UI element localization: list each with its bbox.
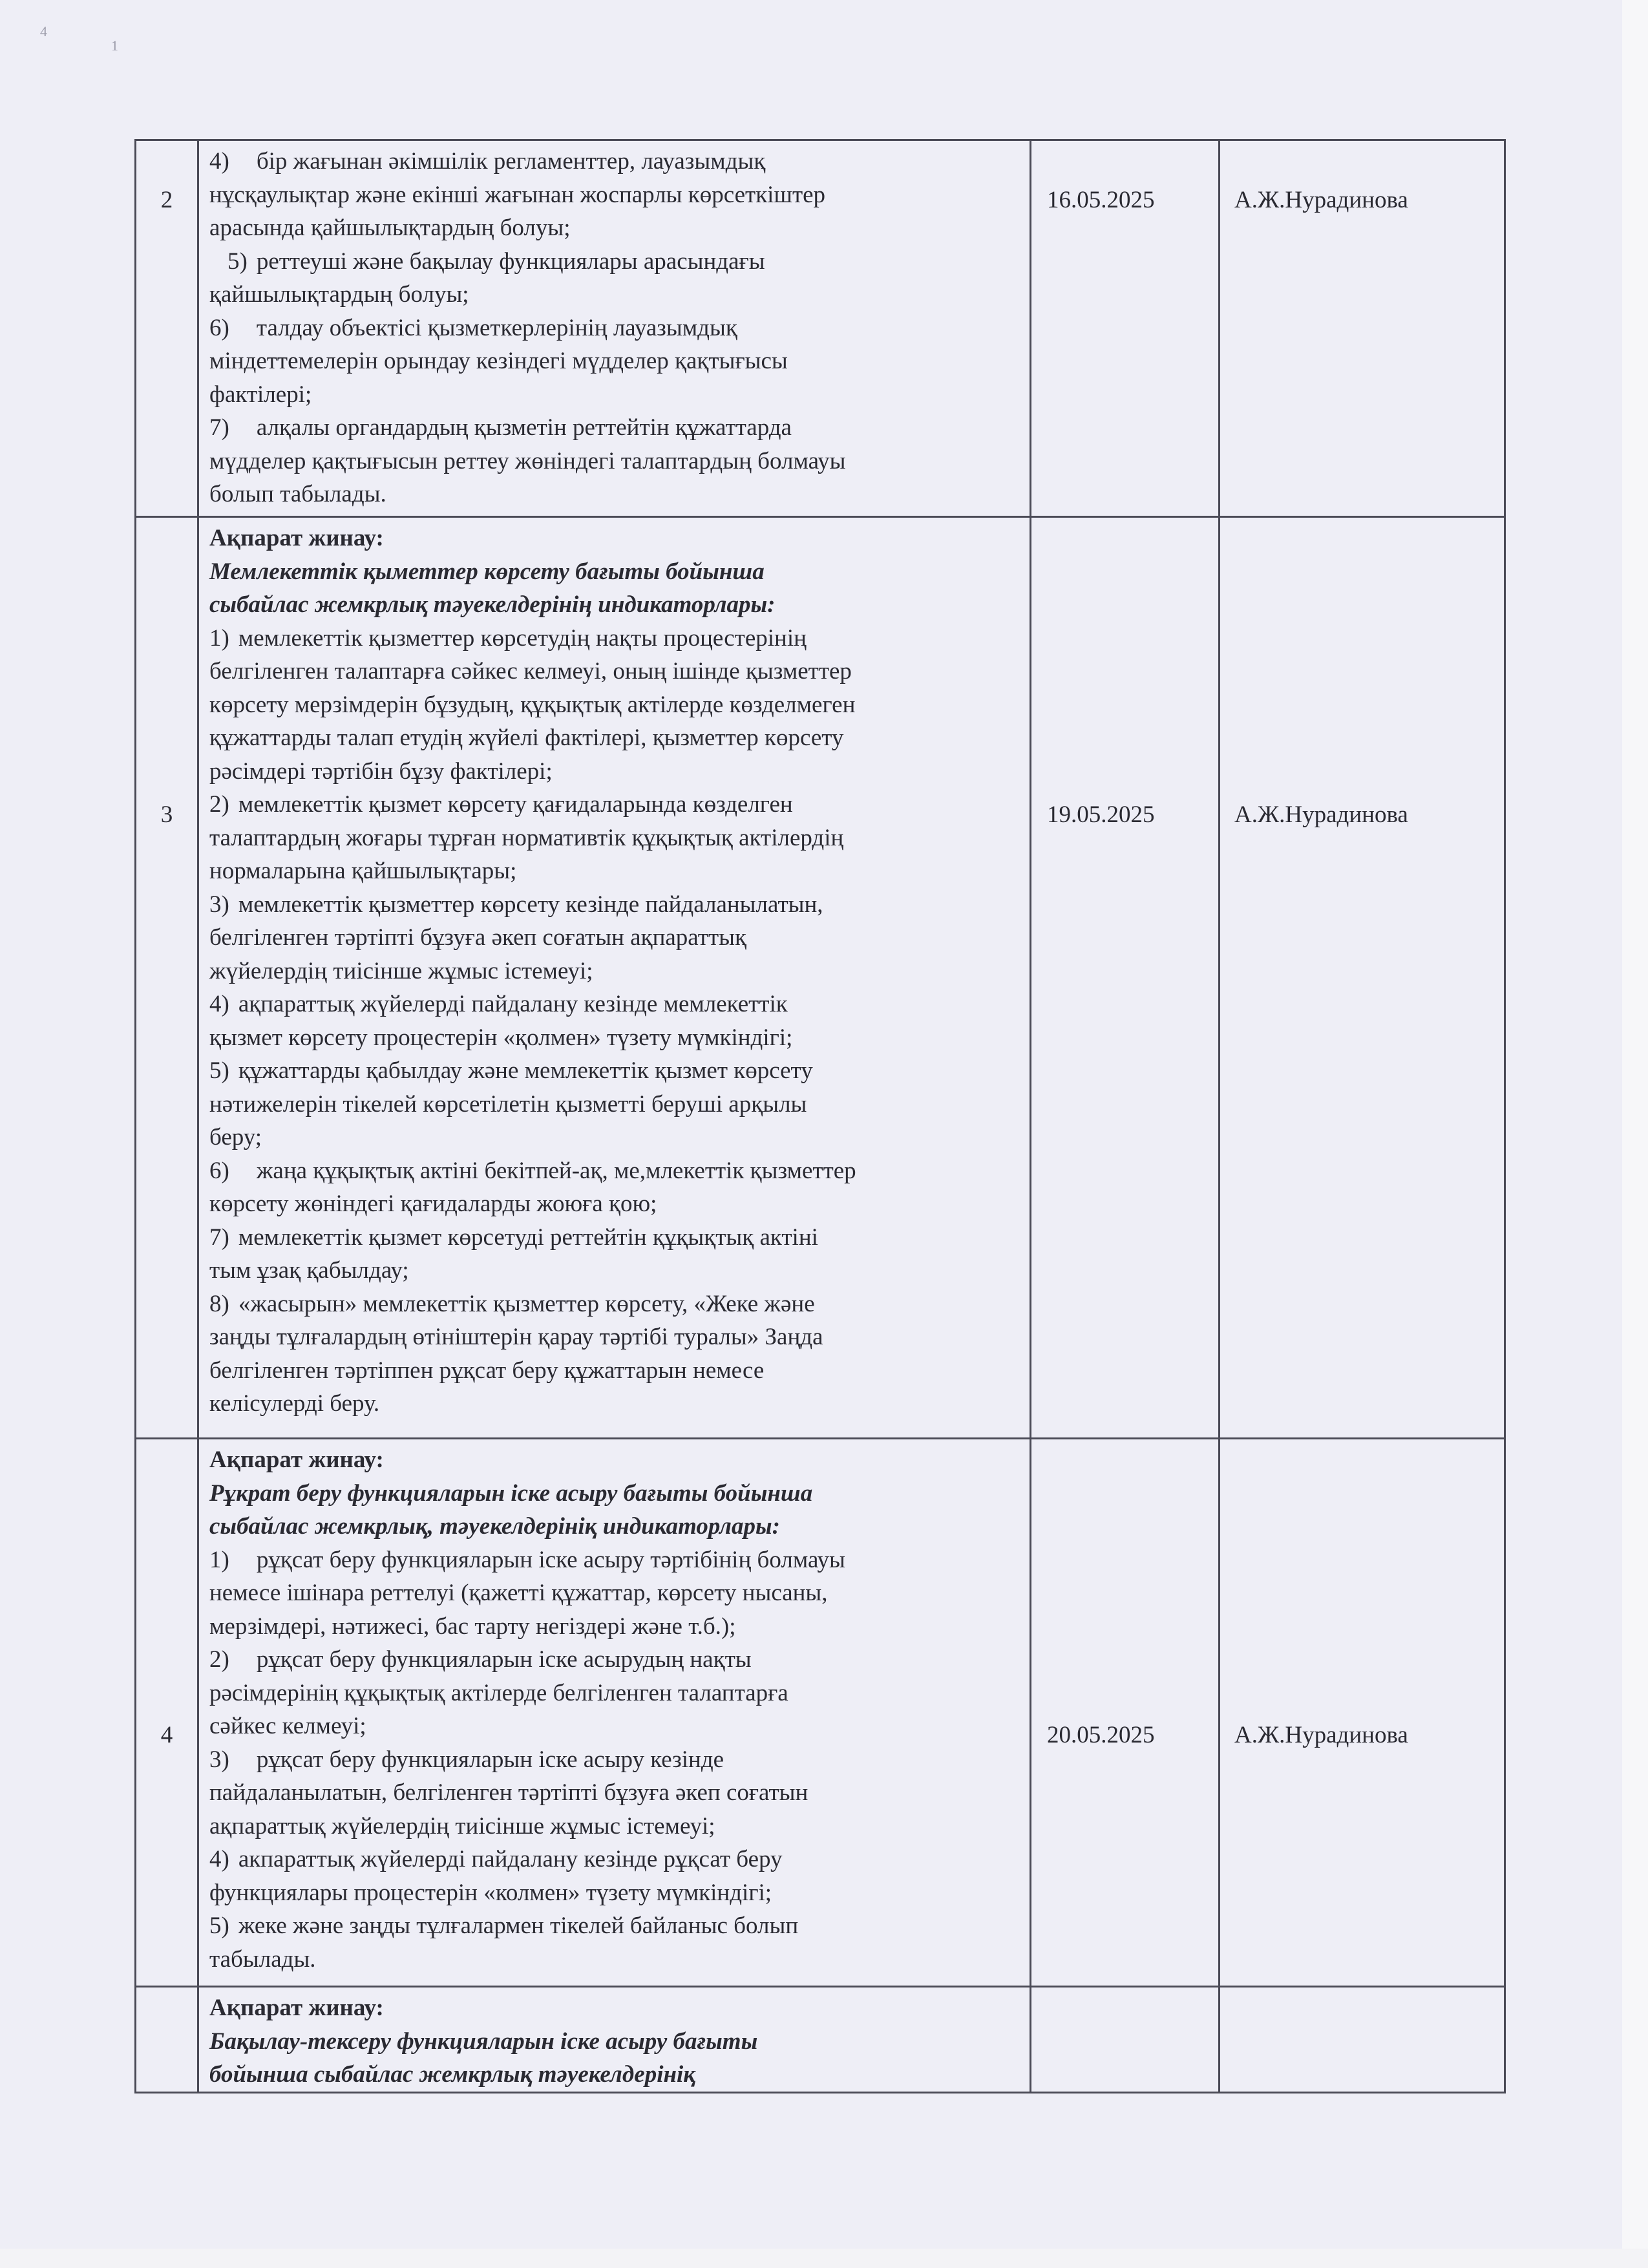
list-item-start (209, 1909, 1020, 1943)
list-text: рұқсат беру функцияларын іске асыру кезінде (256, 1746, 724, 1773)
list-text: алқалы органдардың қызметін реттейтін құжаттарда (256, 414, 792, 441)
list-text: функциялары процестерін «колмен» түзету мүмкіндігі; (209, 1879, 772, 1906)
list-item-start (209, 145, 1020, 178)
row-number: 3 (160, 801, 173, 828)
row-number: 2 (160, 187, 173, 213)
row-number-cell (136, 140, 198, 517)
list-item-continuation (209, 378, 1020, 412)
list-text: талаптардың жоғары тұрған нормативтік құқықтық актілердің (209, 824, 844, 851)
list-text: көрсету мерзімдерін бұзудың, құқықтық актілерде көзделмеген (209, 691, 856, 718)
list-marker: 4) (209, 1846, 229, 1872)
section-heading: Ақпарат жинау: (209, 1995, 384, 2021)
list-text: жеке және заңды тұлғалармен тікелей байланыс болып (238, 1913, 799, 1939)
date-cell (1031, 1439, 1220, 1987)
list-item-continuation (209, 821, 1020, 855)
section-heading: Ақпарат жинау: (209, 1447, 384, 1473)
list-text: рәсімдерінің құқықтық актілерде белгіленген талаптарға (209, 1679, 788, 1706)
list-item-start (209, 1288, 1020, 1321)
list-item-continuation (209, 344, 1020, 378)
list-item-start (209, 312, 1020, 345)
row-number-cell (136, 517, 198, 1439)
list-item-continuation (209, 1354, 1020, 1388)
responsible-cell (1220, 1987, 1505, 2093)
list-marker: 3) (209, 891, 229, 918)
section-subheading: Мемлекеттік қыметтер көрсету бағыты бойынша (209, 558, 765, 585)
responsible-person: А.Ж.Нурадинова (1234, 187, 1408, 213)
list-marker: 8) (209, 1290, 229, 1317)
list-text: фактілері; (209, 381, 312, 408)
list-item-continuation (209, 1943, 1020, 1977)
list-item-continuation (209, 1320, 1020, 1354)
list-text: құжаттарды қабылдау және мемлекеттік қызмет көрсету (238, 1057, 813, 1084)
list-item-start (209, 1643, 1020, 1677)
list-text: беру; (209, 1124, 262, 1150)
list-text: қызмет көрсету процестерін «қолмен» түзету мүмкіндігі; (209, 1024, 793, 1051)
list-item-start (209, 411, 1020, 445)
list-text: белгіленген тәртіпті бұзуға әкеп соғатын ақпараттық (209, 924, 746, 951)
list-text: жаңа құқықтық актіні бекітпей-ақ, ме,млекеттік қызметтер (256, 1157, 856, 1184)
list-text: ақпараттық жүйелердің тиісінше жұмыс істемеуі; (209, 1812, 715, 1839)
list-item-continuation (209, 655, 1020, 688)
responsible-cell (1220, 1439, 1505, 1987)
responsible-cell (1220, 517, 1505, 1439)
row-number-cell (136, 1987, 198, 2093)
list-text: рәсімдері тәртібін бұзу фактілері; (209, 758, 553, 785)
list-text: заңды тұлғалардың өтініштерін қарау тәртібі туралы» Заңда (209, 1324, 823, 1350)
list-item-continuation (209, 688, 1020, 722)
scan-bottom-edge (0, 2249, 1648, 2268)
list-text: мемлекеттік қызмет көрсету қағидаларында көзделген (238, 791, 793, 818)
table-row (136, 140, 1505, 517)
content-cell (198, 1439, 1031, 1987)
list-marker: 4) (209, 148, 229, 175)
responsible-cell (1220, 140, 1505, 517)
list-item-start (209, 622, 1020, 655)
list-item-continuation (209, 1810, 1020, 1843)
list-item-continuation (209, 854, 1020, 888)
list-text: рұқсат беру функцияларын іске асыру тәртібінің болмауы (256, 1546, 845, 1573)
section-subheading: Рұкрат беру функцияларын іске асыру бағыты бойынша (209, 1479, 813, 1507)
list-text: келісулерді беру. (209, 1390, 380, 1417)
list-marker: 5) (209, 1057, 229, 1084)
list-item-start (209, 1843, 1020, 1876)
list-text: жүйелердің тиісінше жұмыс істемеуі; (209, 957, 593, 984)
list-item-start (209, 1743, 1020, 1777)
list-item-start (209, 1543, 1020, 1577)
list-text: пайдаланылатын, белгіленген тәртіпті бұзуға әкеп соғатын (209, 1779, 808, 1806)
list-item-start (209, 1221, 1020, 1255)
section-subheading: бойынша сыбайлас жемкрлық тәуекелдерініқ (209, 2061, 696, 2088)
list-text: мерзімдері, нәтижесі, бас тарту негіздері және т.б.); (209, 1613, 736, 1640)
list-text: болып табылады. (209, 481, 386, 507)
list-item-continuation (209, 1776, 1020, 1810)
list-marker: 7) (209, 414, 229, 441)
list-marker: 3) (209, 1746, 229, 1773)
list-item-continuation (209, 1021, 1020, 1055)
list-item-continuation (209, 921, 1020, 955)
list-text: «жасырын» мемлекеттік қызметтер көрсету, «Жеке және (238, 1290, 815, 1317)
scan-mark: 1 (111, 37, 118, 54)
table-row (136, 1987, 1505, 2093)
list-marker: 2) (209, 791, 229, 818)
list-item-continuation (209, 1710, 1020, 1743)
list-item-continuation (209, 278, 1020, 312)
list-text: арасында қайшылықтардың болуы; (209, 215, 571, 241)
list-item-continuation (209, 1387, 1020, 1421)
list-text: рұқсат беру функцияларын іске асырудың нақты (256, 1646, 752, 1673)
list-item-continuation (209, 1876, 1020, 1910)
list-marker: 4) (209, 991, 229, 1017)
list-item-continuation (209, 1677, 1020, 1710)
list-text: көрсету жөніндегі қағидаларды жоюға қою; (209, 1191, 657, 1217)
list-item-continuation (209, 1576, 1020, 1610)
row-number-cell (136, 1439, 198, 1987)
list-text: міндеттемелерін орындау кезіндегі мүдделер қақтығысы (209, 348, 788, 374)
list-text: ақпараттық жүйелерді пайдалану кезінде мемлекеттік (238, 991, 788, 1017)
list-item-continuation (209, 1088, 1020, 1121)
responsible-person: А.Ж.Нурадинова (1234, 1722, 1408, 1748)
list-marker: 5) (227, 248, 248, 275)
list-marker: 7) (209, 1224, 229, 1251)
table-row (136, 517, 1505, 1439)
list-item-continuation (209, 955, 1020, 988)
list-item-start (209, 988, 1020, 1021)
scan-edge (1622, 0, 1648, 2268)
list-item-start (209, 245, 1020, 279)
list-text: нәтижелерін тікелей көрсетілетін қызметті беруші арқылы (209, 1090, 807, 1118)
list-item-continuation (209, 211, 1020, 245)
list-text: нормаларына қайшылықтары; (209, 858, 517, 884)
content-cell (198, 517, 1031, 1439)
section-heading: Ақпарат жинау: (209, 525, 384, 551)
list-text: талдау объектісі қызметкерлерінің лауазымдық (256, 314, 737, 341)
row-number: 4 (160, 1722, 173, 1748)
date-cell (1031, 1987, 1220, 2093)
list-text: реттеуші және бақылау функциялары арасындағы (256, 248, 765, 275)
section-subheading: сыбайлас жемкрлық тәуекелдерінің индикаторлары: (209, 591, 776, 618)
list-marker: 1) (209, 624, 229, 652)
scan-mark: 4 (40, 23, 47, 39)
list-item-continuation (209, 1187, 1020, 1221)
list-item-continuation (209, 478, 1020, 511)
plan-table (134, 139, 1506, 2093)
list-item-continuation (209, 1254, 1020, 1288)
due-date: 16.05.2025 (1047, 187, 1155, 213)
list-marker: 1) (209, 1546, 229, 1573)
list-text: қайшылықтардың болуы; (209, 281, 469, 308)
list-text: мемлекеттік қызметтер көрсетудің нақты процестерінің (238, 624, 807, 652)
list-text: нұсқаулықтар және екінші жағынан жоспарлы көрсеткіштер (209, 181, 826, 208)
date-cell (1031, 517, 1220, 1439)
table-row (136, 1439, 1505, 1987)
list-marker: 5) (209, 1913, 229, 1939)
content-cell (198, 1987, 1031, 2093)
section-subheading: Бақылау-тексеру функцияларын іске асыру бағыты (209, 2028, 758, 2055)
list-item-start (209, 888, 1020, 922)
list-text: немесе ішінара реттелуі (қажетті құжаттар, көрсету нысаны, (209, 1580, 828, 1606)
list-item-continuation (209, 445, 1020, 478)
list-marker: 2) (209, 1646, 229, 1673)
list-text: сәйкес келмеуі; (209, 1713, 366, 1739)
list-text: белгіленген талаптарға сәйкес келмеуі, оның ішінде қызметтер (209, 658, 852, 684)
list-text: мемлекеттік қызмет көрсетуді реттейтін құқықтық актіні (238, 1224, 818, 1251)
list-item-start (209, 1054, 1020, 1088)
section-subheading: сыбайлас жемкрлық, тәуекелдерініқ индикаторлары: (209, 1513, 780, 1540)
list-item-start (209, 788, 1020, 821)
list-text: акпараттық жүйелерді пайдалану кезінде рұқсат беру (238, 1846, 783, 1872)
list-text: бір жағынан әкімшілік регламенттер, лауазымдық (256, 148, 766, 175)
list-item-continuation (209, 721, 1020, 755)
list-text: табылады. (209, 1945, 316, 1973)
list-marker: 6) (209, 1157, 229, 1184)
list-item-continuation (209, 178, 1020, 212)
list-text: белгіленген тәртіппен рұқсат беру құжаттарын немесе (209, 1357, 765, 1384)
content-cell (198, 140, 1031, 517)
date-cell (1031, 140, 1220, 517)
list-text: мемлекеттік қызметтер көрсету кезінде пайдаланылатын, (238, 891, 823, 918)
list-marker: 6) (209, 314, 229, 341)
due-date: 20.05.2025 (1047, 1722, 1155, 1748)
list-text: құжаттарды талап етудің жүйелі фактілері, қызметтер көрсету (209, 725, 844, 751)
due-date: 19.05.2025 (1047, 801, 1155, 828)
list-text: тым ұзақ қабылдау; (209, 1257, 409, 1284)
list-item-continuation (209, 1610, 1020, 1644)
list-text: мүдделер қақтығысын реттеу жөніндегі талаптардың болмауы (209, 447, 846, 474)
responsible-person: А.Ж.Нурадинова (1234, 801, 1408, 828)
list-item-start (209, 1154, 1020, 1188)
list-item-continuation (209, 755, 1020, 789)
list-item-continuation (209, 1121, 1020, 1154)
